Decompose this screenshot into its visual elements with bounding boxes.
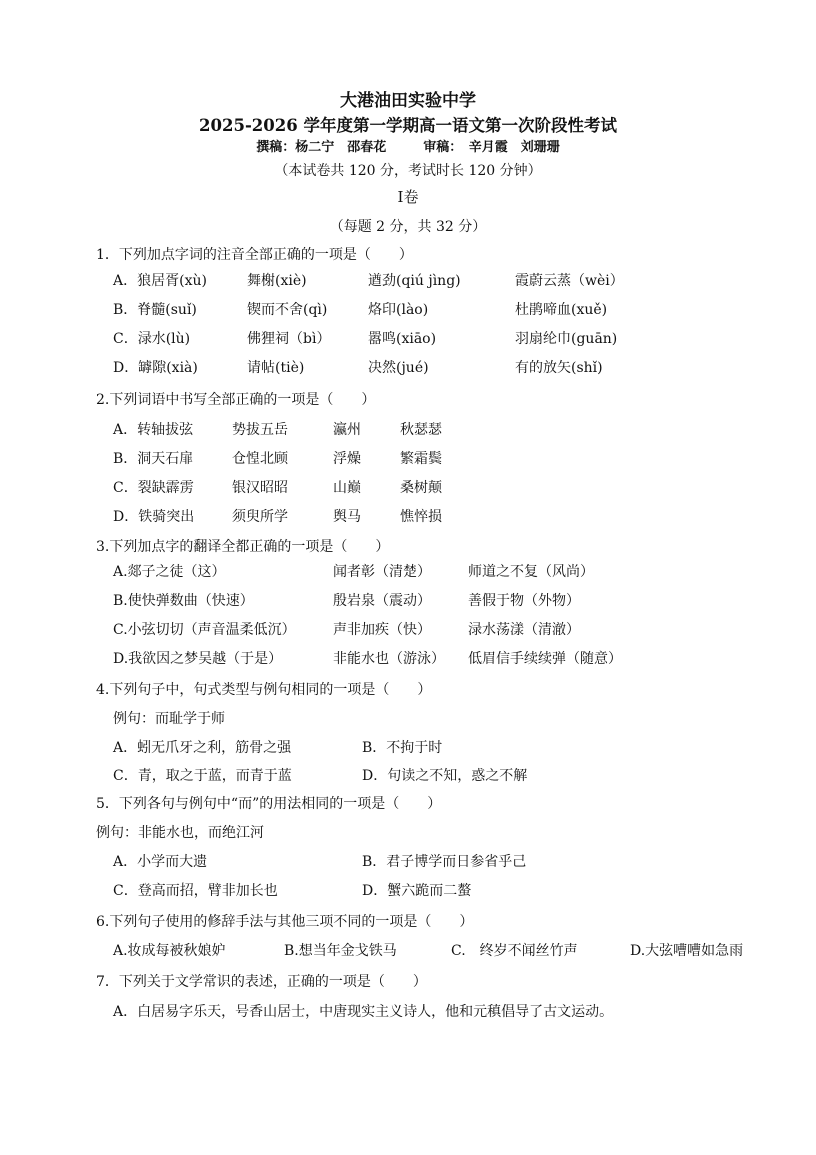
q2-d-3: 舆马 — [333, 509, 361, 525]
q1-b-4: 杜鹃啼血(xuě) — [515, 302, 608, 318]
question-2-stem: 2.下列词语中书写全部正确的一项是（ ） — [96, 392, 376, 408]
q3-d-3: 低眉信手续续弹（随意） — [468, 651, 622, 667]
q1-c-2: 佛狸祠（bì） — [247, 331, 331, 347]
q2-a-4: 秋瑟瑟 — [400, 422, 442, 438]
question-4-stem: 4.下列句子中，句式类型与例句相同的一项是（ ） — [96, 682, 432, 698]
q1-c-4: 羽扇纶巾(guān) — [515, 331, 618, 347]
q2-c-1: C．裂缺霹雳 — [113, 480, 194, 496]
exam-title: 2025-2026 学年度第一学期高一语文第一次阶段性考试 — [199, 116, 617, 135]
q5-a: A．小学而大遗 — [113, 854, 208, 870]
q3-c-3: 渌水荡漾（清澈） — [468, 622, 580, 638]
q1-a-2: 舞榭(xiè) — [247, 273, 307, 289]
q2-d-1: D．铁骑突出 — [113, 509, 195, 525]
q2-c-3: 山巅 — [333, 480, 361, 496]
q2-b-2: 仓惶北顾 — [232, 451, 288, 467]
q1-d-4: 有的放矢(shǐ) — [515, 360, 603, 376]
q1-a-3: 遒劲(qiú jìng) — [368, 273, 461, 289]
q4-c: C．青，取之于蓝，而青于蓝 — [113, 768, 292, 784]
question-1-stem: 1．下列加点字词的注音全部正确的一项是（ ） — [96, 247, 413, 263]
credits-line — [0, 136, 816, 155]
q6-d: D.大弦嘈嘈如急雨 — [630, 943, 744, 959]
q4-d: D．句读之不知，惑之不解 — [362, 768, 528, 784]
q1-d-3: 决然(jué) — [368, 360, 429, 376]
q2-b-1: B．洞天石扉 — [113, 451, 194, 467]
question-5-example: 例句：非能水也，而绝江河 — [96, 825, 264, 841]
q2-c-2: 银汉昭昭 — [232, 480, 288, 496]
q2-c-4: 桑树颠 — [400, 480, 442, 496]
q3-b-3: 善假于物（外物） — [468, 593, 580, 609]
q3-d-2: 非能水也（游泳） — [333, 651, 445, 667]
q3-a-1: A.郯子之徒（这） — [113, 564, 226, 580]
q4-a: A．蚓无爪牙之利，筋骨之强 — [113, 740, 292, 756]
q7-a: A．白居易字乐天，号香山居士，中唐现实主义诗人，他和元稹倡导了古文运动。 — [113, 1004, 614, 1020]
q1-a-1: A．狼居胥(xù) — [113, 273, 207, 289]
question-3-stem: 3.下列加点字的翻译全都正确的一项是（ ） — [96, 539, 390, 555]
q6-c: C. 终岁不闻丝竹声 — [451, 943, 578, 959]
q1-b-2: 锲而不舍(qì) — [247, 302, 328, 318]
school-name: 大港油田实验中学 — [340, 91, 476, 111]
q3-c-1: C.小弦切切（声音温柔低沉） — [113, 622, 296, 638]
q2-b-3: 浮燥 — [333, 451, 361, 467]
scoring-note: （每题 2 分，共 32 分） — [329, 219, 487, 235]
q4-b: B．不拘于时 — [362, 740, 443, 756]
q3-a-3: 师道之不复（风尚） — [468, 564, 594, 580]
q5-d: D．蟹六跪而二螯 — [362, 883, 472, 899]
q2-a-1: A．转轴拔弦 — [113, 422, 194, 438]
authors: 撰稿：杨二宁 邵春花 — [256, 140, 387, 155]
q6-a: A.妆成每被秋娘妒 — [113, 943, 226, 959]
q2-a-2: 势拔五岳 — [232, 422, 288, 438]
q3-a-2: 闻者彰（清楚） — [333, 564, 431, 580]
q2-a-3: 瀛州 — [333, 422, 361, 438]
q3-c-2: 声非加疾（快） — [333, 622, 431, 638]
q1-c-1: C．渌水(lù) — [113, 331, 191, 347]
q1-d-1: D．罅隙(xià) — [113, 360, 198, 376]
q1-b-3: 烙印(lào) — [368, 302, 429, 318]
q5-c: C．登高而招，臂非加长也 — [113, 883, 278, 899]
q3-b-2: 殷岩泉（震动） — [333, 593, 431, 609]
q6-b: B.想当年金戈铁马 — [284, 943, 397, 959]
question-4-example: 例句：而耻学于师 — [113, 711, 225, 727]
question-6-stem: 6.下列句子使用的修辞手法与其他三项不同的一项是（ ） — [96, 914, 474, 930]
q2-b-4: 繁霜鬓 — [400, 451, 442, 467]
q1-b-1: B．脊髓(suǐ) — [113, 302, 197, 318]
q5-b: B．君子博学而日参省乎己 — [362, 854, 527, 870]
part-label: Ⅰ卷 — [397, 188, 419, 206]
exam-info: （本试卷共 120 分，考试时长 120 分钟） — [274, 163, 542, 179]
q1-a-4: 霞蔚云蒸（wèi） — [515, 273, 624, 289]
q3-d-1: D.我欲因之梦吴越（于是） — [113, 651, 283, 667]
q1-c-3: 嚣鸣(xiāo) — [368, 331, 437, 347]
q2-d-4: 憔悴损 — [400, 509, 442, 525]
question-5-stem: 5．下列各句与例句中“而”的用法相同的一项是（ ） — [96, 796, 442, 812]
reviewers: 审稿： 辛月霞 刘珊珊 — [423, 140, 560, 155]
q3-b-1: B.使快弹数曲（快速） — [113, 593, 254, 609]
q2-d-2: 须臾所学 — [232, 509, 288, 525]
question-7-stem: 7．下列关于文学常识的表述，正确的一项是（ ） — [96, 974, 427, 990]
q1-d-2: 请帖(tiè) — [247, 360, 305, 376]
